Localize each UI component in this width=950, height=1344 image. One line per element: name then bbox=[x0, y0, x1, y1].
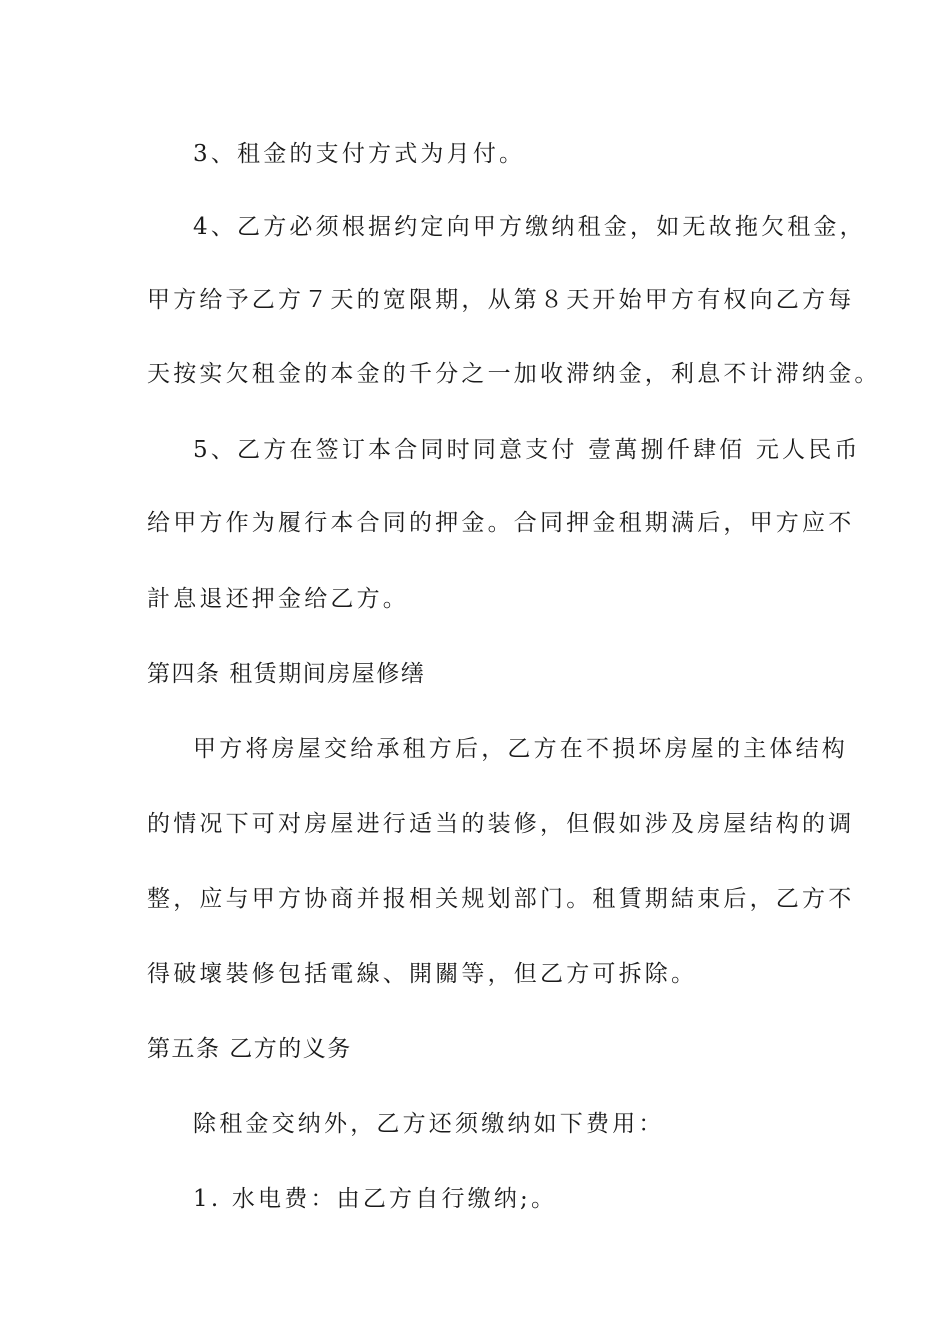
section-heading-5: 第五条 乙方的义务 bbox=[147, 1036, 352, 1062]
paragraph-line-5: 5、乙方在签订本合同时同意支付 壹萬捌仟肆佰 元人民币 bbox=[193, 437, 861, 463]
paragraph-line-2: 4、乙方必须根据约定向甲方缴纳租金，如无故拖欠租金， bbox=[193, 214, 866, 240]
paragraph-line-12: 除租金交纳外，乙方还须缴纳如下费用： bbox=[193, 1111, 665, 1137]
paragraph-line-10: 整，应与甲方协商并报相关规划部门。租賃期結束后，乙方不 bbox=[147, 886, 855, 912]
paragraph-line-8: 甲方将房屋交给承租方后，乙方在不损坏房屋的主体结构 bbox=[193, 736, 848, 762]
paragraph-line-11: 得破壞裝修包括電線、開關等，但乙方可拆除。 bbox=[147, 961, 698, 987]
paragraph-line-3: 甲方给予乙方７天的宽限期，从第８天开始甲方有权向乙方每 bbox=[147, 287, 855, 313]
paragraph-line-6: 给甲方作为履行本合同的押金。合同押金租期满后，甲方应不 bbox=[147, 510, 855, 536]
paragraph-line-9: 的情况下可对房屋进行适当的装修，但假如涉及房屋结构的调 bbox=[147, 811, 855, 837]
paragraph-line-7: 計息退还押金给乙方。 bbox=[147, 586, 409, 612]
paragraph-line-13: 1. 水电费：由乙方自行缴纳;。 bbox=[193, 1186, 558, 1212]
section-heading-4: 第四条 租赁期间房屋修缮 bbox=[147, 661, 426, 687]
paragraph-line-1: 3、租金的支付方式为月付。 bbox=[193, 141, 526, 167]
paragraph-line-4: 天按实欠租金的本金的千分之一加收滞纳金，利息不计滞纳金。 bbox=[147, 361, 881, 387]
